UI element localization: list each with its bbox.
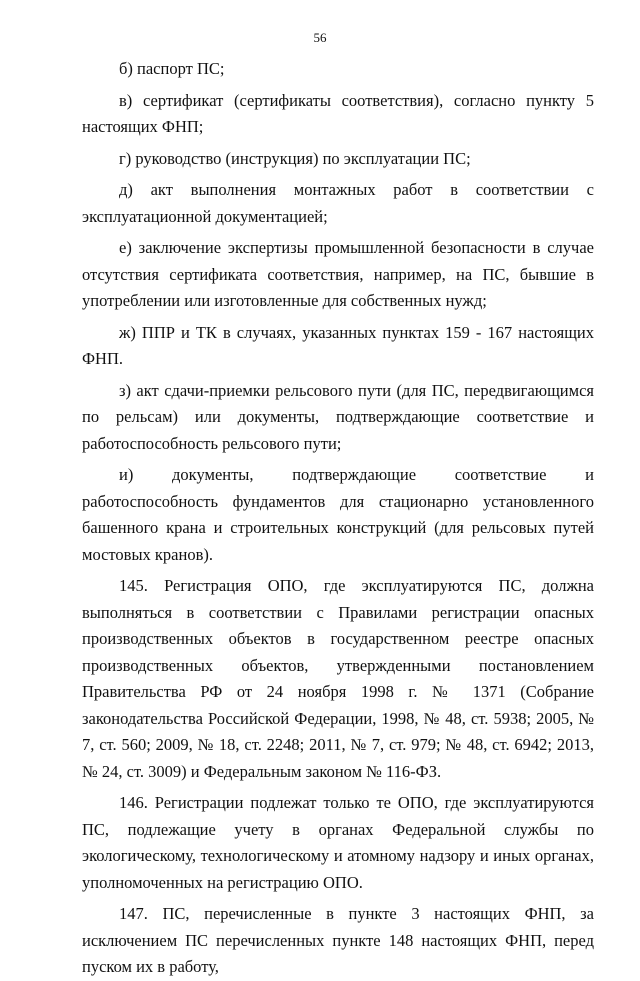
paragraph-item-b: б) паспорт ПС; xyxy=(119,59,225,78)
paragraph-item-v: в) сертификат (сертификаты соответствия), согласно пункту 5 настоящих ФНП; xyxy=(82,90,594,136)
paragraph-146: 146. Регистрации подлежат только те ОПО, где эксплуатируются ПС, подлежащие учету в органах Федеральной службы по экологическому, технологическому и атомному надзору и иных органах, уполномоченных на регистрацию ОПО. xyxy=(82,793,594,892)
paragraph-item-g: г) руководство (инструкция) по эксплуатации ПС; xyxy=(119,148,471,168)
paragraph-item-i: и) документы, подтверждающие соответствие и работоспособность фундаментов для стационарно установленного башенного крана и строительных конструкций (для рельсовых путей мостовых кранов). xyxy=(82,465,594,564)
paragraph-item-zh: ж) ППР и ТК в случаях, указанных пунктах 159 - 167 настоящих ФНП. xyxy=(82,322,594,368)
paragraph-item-e: е) заключение экспертизы промышленной безопасности в случае отсутствия сертификата соответствия, например, на ПС, бывшие в употреблении или изготовленные для собственных нужд; xyxy=(82,238,594,310)
paragraph-147: 147. ПС, перечисленные в пункте 3 настоящих ФНП, за исключением ПС перечисленных пункте 148 настоящих ФНП, перед пуском их в работу, xyxy=(82,904,594,976)
paragraph-item-z: з) акт сдачи-приемки рельсового пути (для ПС, передвигающимся по рельсам) или документы, подтверждающие соответствие и работоспособность рельсового пути; xyxy=(82,380,594,453)
page-number: 56 xyxy=(313,30,327,45)
paragraph-145: 145. Регистрация ОПО, где эксплуатируются ПС, должна выполняться в соответствии с Правилами регистрации опасных производственных объектов в государственном реестре опасных производственных объектов, утвержденными постановлением Правительства РФ от 24 ноября 1998 г. № 1371 (Собрание законодательства Российской Федерации, 1998, № 48, ст. 5938; 2005, № 7, ст. 560; 2009, № 18, ст. 2248; 2011, № 7, ст. 979; № 48, ст. 6942; 2013, № 24, ст. 3009) и Федеральным законом № 116-ФЗ. xyxy=(82,576,594,781)
document-body xyxy=(82,56,594,981)
paragraph-item-d: д) акт выполнения монтажных работ в соответствии с эксплуатационной документацией; xyxy=(82,180,594,226)
